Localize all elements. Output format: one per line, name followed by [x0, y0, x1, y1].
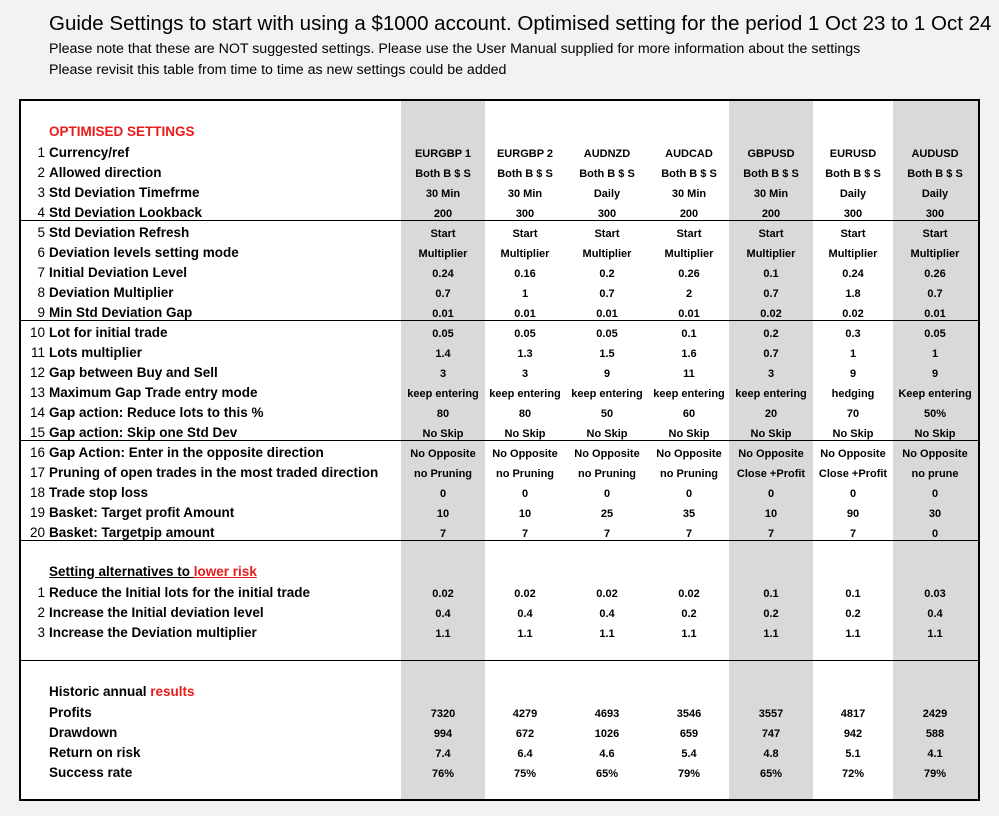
table-cell: 0.2: [845, 608, 861, 620]
table-cell: No Skip: [586, 428, 628, 440]
table-cell: Close +Profit: [818, 468, 888, 480]
optimised-settings-heading: OPTIMISED SETTINGS: [49, 124, 195, 139]
divider-after-lower-risk: [21, 660, 978, 661]
row-number: 13: [29, 385, 45, 400]
table-cell: EURUSD: [829, 148, 877, 160]
table-cell: Multiplier: [418, 248, 468, 260]
table-cell: 300: [925, 208, 945, 220]
table-cell: Both B $ S: [907, 168, 963, 180]
table-cell: 65%: [595, 768, 619, 780]
row-number: 3: [37, 185, 45, 200]
table-cell: 1.1: [435, 628, 451, 640]
row-label: Currency/ref: [49, 145, 130, 160]
table-cell: 0.3: [845, 328, 861, 340]
table-cell: 0.02: [842, 308, 864, 320]
table-cell: 659: [679, 728, 699, 740]
table-cell: Daily: [593, 188, 621, 200]
table-cell: 1: [849, 348, 857, 360]
table-cell: 3: [767, 368, 775, 380]
row-number: 7: [37, 265, 45, 280]
row-number: 2: [37, 165, 45, 180]
table-row: [21, 163, 978, 183]
row-number: 19: [29, 505, 45, 520]
table-cell: 11: [683, 368, 695, 380]
table-cell: 80: [436, 408, 450, 420]
lower-risk-heading: [49, 564, 257, 579]
table-cell: 9: [603, 368, 611, 380]
table-cell: No Skip: [668, 428, 710, 440]
table-cell: 7: [521, 528, 529, 540]
table-cell: no Pruning: [577, 468, 637, 480]
row-number: 6: [37, 245, 45, 260]
table-cell: No Opposite: [820, 448, 886, 460]
table-row: [21, 243, 978, 263]
table-cell: 5.4: [681, 748, 697, 760]
table-cell: 0.7: [927, 288, 943, 300]
table-cell: 0.1: [845, 588, 861, 600]
table-cell: 3557: [758, 708, 784, 720]
table-cell: 60: [682, 408, 696, 420]
disclaimer-note: Please note that these are NOT suggested settings. Please use the User Manual supplied for more information about the settings: [49, 41, 861, 57]
row-number: 15: [29, 425, 45, 440]
row-label: Drawdown: [49, 725, 118, 740]
table-cell: 0.1: [763, 588, 779, 600]
table-cell: 30: [928, 508, 942, 520]
row-label: Deviation Multiplier: [49, 285, 174, 300]
table-cell: no Pruning: [413, 468, 473, 480]
table-cell: 4.6: [599, 748, 615, 760]
table-row: [21, 443, 978, 463]
table-row: [21, 283, 978, 303]
table-cell: 4.8: [763, 748, 779, 760]
table-cell: 7: [439, 528, 447, 540]
table-cell: No Opposite: [902, 448, 968, 460]
table-cell: 9: [931, 368, 939, 380]
revisit-note: Please revisit this table from time to time as new settings could be added: [49, 62, 507, 78]
row-label: Pruning of open trades in the most traded direction: [49, 465, 379, 480]
table-cell: 4817: [840, 708, 866, 720]
row-number: 4: [37, 205, 45, 220]
table-cell: 0.4: [599, 608, 615, 620]
settings-table: [19, 99, 980, 801]
table-cell: 0.02: [596, 588, 618, 600]
table-cell: 3: [521, 368, 529, 380]
row-number: 3: [37, 625, 45, 640]
row-label: Maximum Gap Trade entry mode: [49, 385, 258, 400]
table-cell: Both B $ S: [415, 168, 471, 180]
row-label: Success rate: [49, 765, 133, 780]
table-cell: 0.01: [596, 308, 618, 320]
table-row: [21, 143, 978, 163]
table-cell: 0: [767, 488, 775, 500]
table-cell: 0.05: [432, 328, 454, 340]
table-cell: Close +Profit: [736, 468, 806, 480]
table-cell: Multiplier: [828, 248, 878, 260]
table-cell: Keep entering: [898, 388, 972, 400]
table-cell: 10: [518, 508, 532, 520]
table-cell: 25: [600, 508, 614, 520]
table-cell: no Pruning: [495, 468, 555, 480]
row-label: Std Deviation Lookback: [49, 205, 203, 220]
table-cell: no prune: [911, 468, 959, 480]
table-cell: 9: [849, 368, 857, 380]
table-cell: EURGBP 2: [496, 148, 554, 160]
table-cell: keep entering: [407, 388, 479, 400]
table-cell: 2: [685, 288, 693, 300]
row-number: 14: [29, 405, 45, 420]
table-cell: 1: [521, 288, 529, 300]
table-cell: 200: [679, 208, 699, 220]
table-row: [21, 263, 978, 283]
table-cell: keep entering: [571, 388, 643, 400]
table-cell: No Opposite: [656, 448, 722, 460]
table-cell: 747: [761, 728, 781, 740]
table-row: [21, 703, 978, 723]
table-cell: 70: [846, 408, 860, 420]
row-label: Allowed direction: [49, 165, 162, 180]
table-cell: No Opposite: [410, 448, 476, 460]
row-number: 12: [29, 365, 45, 380]
results-heading-accent: results: [150, 684, 195, 699]
table-cell: 300: [843, 208, 863, 220]
table-cell: 0.7: [763, 348, 779, 360]
table-cell: 50: [600, 408, 614, 420]
table-cell: 20: [764, 408, 778, 420]
table-cell: 0.03: [924, 588, 946, 600]
table-cell: 0: [439, 488, 447, 500]
table-cell: 0.16: [514, 268, 536, 280]
table-cell: 0.7: [599, 288, 615, 300]
row-label: Initial Deviation Level: [49, 265, 188, 280]
table-cell: 0: [603, 488, 611, 500]
table-cell: Multiplier: [910, 248, 960, 260]
row-label: Basket: Targetpip amount: [49, 525, 215, 540]
table-cell: 4693: [594, 708, 620, 720]
divider-after-optimised: [21, 540, 978, 541]
table-cell: 6.4: [517, 748, 533, 760]
table-cell: Start: [758, 228, 784, 240]
table-cell: 7320: [430, 708, 456, 720]
table-cell: 1: [931, 348, 939, 360]
table-cell: 1.1: [599, 628, 615, 640]
table-cell: 1.1: [845, 628, 861, 640]
table-cell: 3546: [676, 708, 702, 720]
table-cell: 0.2: [599, 268, 615, 280]
table-cell: EURGBP 1: [414, 148, 472, 160]
table-cell: 1.1: [763, 628, 779, 640]
table-cell: 1.6: [681, 348, 697, 360]
table-cell: 0.01: [678, 308, 700, 320]
table-row: [21, 363, 978, 383]
table-cell: 0.05: [514, 328, 536, 340]
table-cell: Start: [594, 228, 620, 240]
table-cell: 0: [931, 488, 939, 500]
table-row: [21, 183, 978, 203]
row-label: Lot for initial trade: [49, 325, 168, 340]
page-title: Guide Settings to start with using a $1000 account. Optimised setting for the period 1 Oct 23 to 1 Oct 24: [49, 12, 992, 35]
table-cell: 0: [931, 528, 939, 540]
table-cell: Both B $ S: [743, 168, 799, 180]
table-cell: 1.1: [681, 628, 697, 640]
table-cell: AUDNZD: [583, 148, 631, 160]
table-cell: Multiplier: [582, 248, 632, 260]
table-cell: 0.01: [514, 308, 536, 320]
row-number: 1: [37, 585, 45, 600]
lower-risk-heading-accent: lower risk: [193, 564, 257, 579]
table-cell: 7: [767, 528, 775, 540]
table-cell: 1.5: [599, 348, 615, 360]
row-label: Reduce the Initial lots for the initial trade: [49, 585, 311, 600]
row-label: Deviation levels setting mode: [49, 245, 239, 260]
table-cell: 0.7: [435, 288, 451, 300]
table-cell: 5.1: [845, 748, 861, 760]
table-cell: No Skip: [750, 428, 792, 440]
table-cell: 35: [682, 508, 696, 520]
table-cell: 0.1: [763, 268, 779, 280]
table-cell: 0: [849, 488, 857, 500]
table-cell: no Pruning: [659, 468, 719, 480]
row-label: Gap action: Reduce lots to this %: [49, 405, 264, 420]
table-cell: 300: [515, 208, 535, 220]
table-cell: 7: [849, 528, 857, 540]
row-number: 10: [29, 325, 45, 340]
table-cell: 0.2: [681, 608, 697, 620]
row-number: 1: [37, 145, 45, 160]
table-cell: 7: [603, 528, 611, 540]
table-cell: AUDCAD: [665, 148, 713, 160]
table-cell: hedging: [831, 388, 875, 400]
table-cell: No Skip: [504, 428, 546, 440]
row-label: Min Std Deviation Gap: [49, 305, 193, 320]
table-cell: Both B $ S: [579, 168, 635, 180]
table-cell: Both B $ S: [661, 168, 717, 180]
table-cell: 1.1: [517, 628, 533, 640]
table-cell: 0.7: [763, 288, 779, 300]
row-number: 17: [29, 465, 45, 480]
table-cell: Multiplier: [664, 248, 714, 260]
table-cell: Start: [840, 228, 866, 240]
table-cell: 0.4: [517, 608, 533, 620]
table-cell: AUDUSD: [911, 148, 959, 160]
table-cell: 0.24: [432, 268, 454, 280]
table-cell: keep entering: [735, 388, 807, 400]
table-cell: No Skip: [422, 428, 464, 440]
row-label: Trade stop loss: [49, 485, 149, 500]
table-cell: 3: [439, 368, 447, 380]
table-cell: 0.24: [842, 268, 864, 280]
row-label: Std Deviation Refresh: [49, 225, 190, 240]
table-cell: 0.2: [763, 608, 779, 620]
table-row: [21, 723, 978, 743]
table-row: [21, 583, 978, 603]
table-cell: 0: [685, 488, 693, 500]
results-heading: [49, 684, 195, 699]
table-cell: 0.26: [924, 268, 946, 280]
table-cell: keep entering: [653, 388, 725, 400]
table-cell: 942: [843, 728, 863, 740]
table-cell: 72%: [841, 768, 865, 780]
table-cell: 7.4: [435, 748, 451, 760]
table-row: [21, 463, 978, 483]
table-row: [21, 483, 978, 503]
table-cell: 10: [436, 508, 450, 520]
table-cell: 1.3: [517, 348, 533, 360]
results-heading-prefix: Historic annual: [49, 684, 151, 699]
row-label: Basket: Target profit Amount: [49, 505, 235, 520]
table-cell: 0.26: [678, 268, 700, 280]
table-cell: 1026: [594, 728, 620, 740]
table-cell: 0.01: [432, 308, 454, 320]
row-label: Increase the Deviation multiplier: [49, 625, 257, 640]
table-cell: 200: [761, 208, 781, 220]
table-cell: 76%: [431, 768, 455, 780]
table-cell: 994: [433, 728, 453, 740]
table-cell: No Opposite: [492, 448, 558, 460]
table-cell: No Skip: [914, 428, 956, 440]
lower-risk-heading-prefix: Setting alternatives to: [49, 564, 194, 579]
table-cell: Start: [512, 228, 538, 240]
table-row: [21, 323, 978, 343]
table-cell: 0.2: [763, 328, 779, 340]
table-cell: Daily: [839, 188, 867, 200]
table-cell: 30 Min: [507, 188, 543, 200]
row-number: 18: [29, 485, 45, 500]
table-row: [21, 763, 978, 783]
table-cell: 0.4: [435, 608, 451, 620]
table-cell: 2429: [922, 708, 948, 720]
table-row: [21, 743, 978, 763]
table-cell: Multiplier: [746, 248, 796, 260]
table-cell: 30 Min: [671, 188, 707, 200]
row-label: Return on risk: [49, 745, 141, 760]
table-cell: No Opposite: [738, 448, 804, 460]
row-label: Gap action: Skip one Std Dev: [49, 425, 238, 440]
table-row: [21, 223, 978, 243]
table-row: [21, 623, 978, 643]
row-label: Profits: [49, 705, 92, 720]
row-number: 8: [37, 285, 45, 300]
table-cell: 0.02: [514, 588, 536, 600]
table-cell: Both B $ S: [497, 168, 553, 180]
table-cell: Multiplier: [500, 248, 550, 260]
row-label: Increase the Initial deviation level: [49, 605, 264, 620]
table-cell: 10: [764, 508, 778, 520]
table-row: [21, 343, 978, 363]
table-cell: 300: [597, 208, 617, 220]
row-label: Gap between Buy and Sell: [49, 365, 218, 380]
table-row: [21, 503, 978, 523]
table-cell: 1.4: [435, 348, 451, 360]
table-cell: keep entering: [489, 388, 561, 400]
table-cell: 0.02: [432, 588, 454, 600]
table-cell: 0.02: [760, 308, 782, 320]
table-cell: Daily: [921, 188, 949, 200]
table-cell: 65%: [759, 768, 783, 780]
table-cell: 75%: [513, 768, 537, 780]
divider-after-row-9: [21, 320, 978, 321]
row-number: 5: [37, 225, 45, 240]
table-cell: 30 Min: [753, 188, 789, 200]
table-cell: No Opposite: [574, 448, 640, 460]
row-number: 9: [37, 305, 45, 320]
table-row: [21, 383, 978, 403]
table-cell: 7: [685, 528, 693, 540]
table-cell: GBPUSD: [747, 148, 795, 160]
table-cell: 50%: [923, 408, 947, 420]
row-label: Lots multiplier: [49, 345, 143, 360]
table-cell: 0.05: [596, 328, 618, 340]
divider-after-row-4: [21, 220, 978, 221]
row-label: Gap Action: Enter in the opposite direction: [49, 445, 324, 460]
row-number: 11: [30, 345, 45, 360]
table-cell: 90: [846, 508, 860, 520]
table-cell: No Skip: [832, 428, 874, 440]
table-cell: 588: [925, 728, 945, 740]
row-number: 16: [29, 445, 45, 460]
table-cell: 0.01: [924, 308, 946, 320]
table-cell: 4.1: [927, 748, 943, 760]
table-row: [21, 603, 978, 623]
table-cell: Start: [676, 228, 702, 240]
table-cell: 0: [521, 488, 529, 500]
row-number: 2: [37, 605, 45, 620]
table-cell: 1.8: [845, 288, 861, 300]
table-cell: 4279: [512, 708, 538, 720]
table-cell: 0.05: [924, 328, 946, 340]
divider-after-row-15: [21, 440, 978, 441]
row-label: Std Deviation Timefrme: [49, 185, 200, 200]
table-row: [21, 403, 978, 423]
table-cell: 0.4: [927, 608, 943, 620]
table-cell: 0.02: [678, 588, 700, 600]
table-cell: 1.1: [927, 628, 943, 640]
table-cell: Start: [922, 228, 948, 240]
table-cell: 200: [433, 208, 453, 220]
table-cell: 79%: [923, 768, 947, 780]
table-cell: 80: [518, 408, 532, 420]
table-cell: 79%: [677, 768, 701, 780]
table-cell: 0.1: [681, 328, 697, 340]
table-cell: 30 Min: [425, 188, 461, 200]
table-cell: Start: [430, 228, 456, 240]
table-cell: 672: [515, 728, 535, 740]
row-number: 20: [29, 525, 45, 540]
table-cell: Both B $ S: [825, 168, 881, 180]
